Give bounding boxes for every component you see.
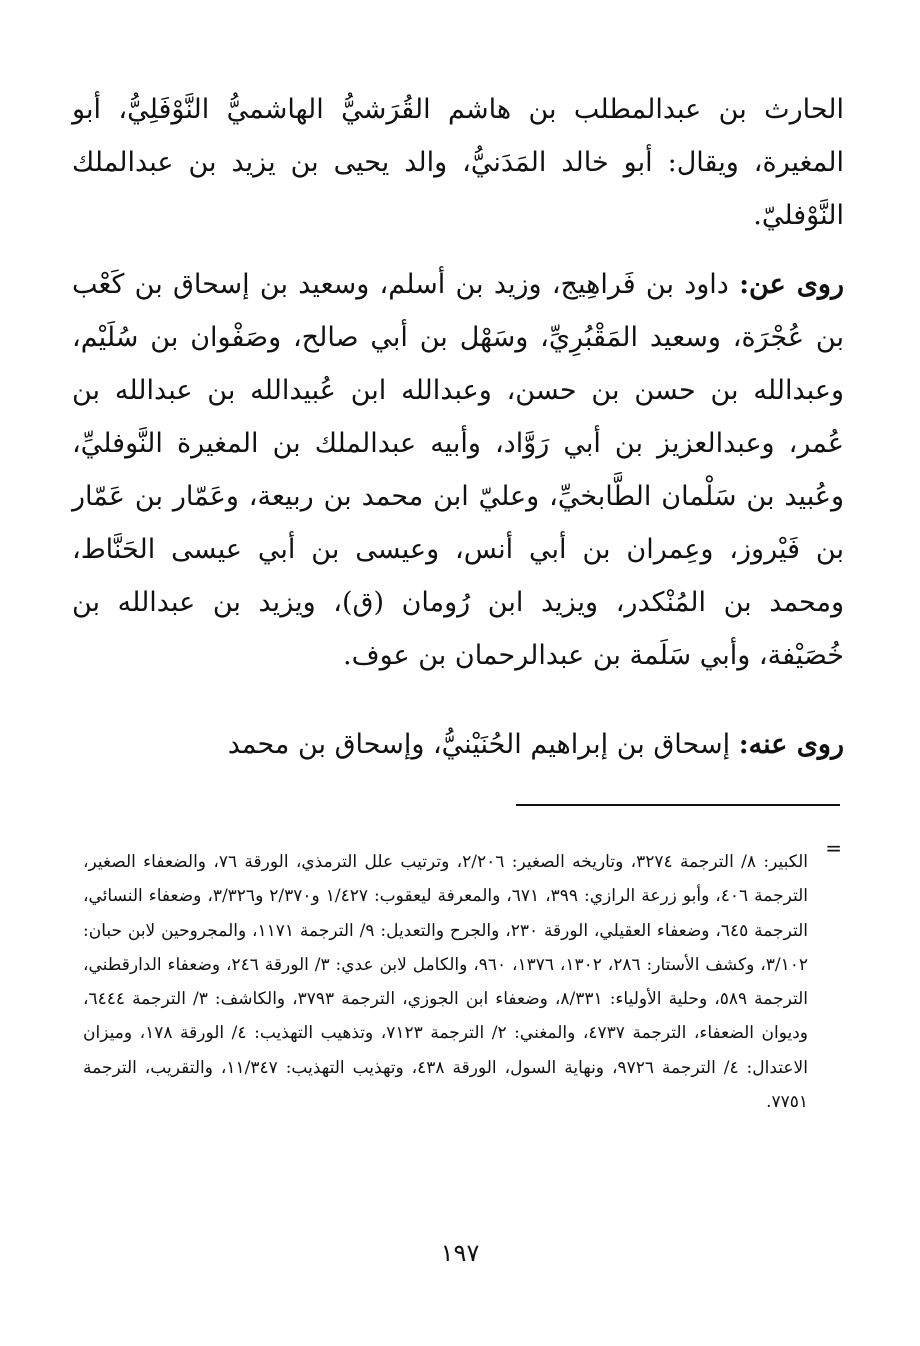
narrated-from-text: داود بن فَراهِيج، وزيد بن أسلم، وسعيد بن إسحاق بن كَعْب بن عُجْرَة، وسعيد المَقْبُرِيِّ، وسَهْل بن أبي صالح، وصَفْوان بن سُلَيْم، وعبدالله بن حسن بن حسن، وعبدالله ابن عُبيدالله بن عبدالله بن عُمر، وعبدالعزيز بن أبي رَوَّاد، وأبيه عبدالملك بن المغيرة النَّوفليِّ، وعُبيد بن سَلْمان الطَّابخيِّ، وعليّ ابن محمد بن ربيعة، وعَمّار بن عَمّار بن فَيْروز، وعِمران بن أبي أنس، وعيسى بن أبي عيسى الحَنَّاط، ومحمد بن المُنْكدر، ويزيد ابن رُومان (ق)، ويزيد بن عبدالله بن خُصَيْفة، وأبي سَلَمة بن عبدالرحمان بن عوف. bbox=[72, 269, 844, 671]
narrated-by-text: إسحاق بن إبراهيم الحُنَيْنيُّ، وإسحاق بن محمد bbox=[227, 729, 731, 760]
narrated-by-paragraph bbox=[72, 718, 844, 771]
footnote-continuation-marker: = bbox=[825, 836, 842, 860]
biography-paragraph bbox=[72, 83, 844, 242]
narrated-from-paragraph bbox=[72, 258, 844, 682]
page-number: ١٩٧ bbox=[440, 1239, 480, 1267]
footnote-text: الكبير: ٨/ الترجمة ٣٢٧٤، وتاريخه الصغير: ٢/٢٠٦، وترتيب علل الترمذي، الورقة ٧٦، والضعفاء الصغير، الترجمة ٤٠٦، وأبو زرعة الرازي: ٣٩٩، ٦٧١، والمعرفة ليعقوب: ١/٤٢٧ و٢/٣٧٠ و٣/٣٢٦، وضعفاء النسائي، الترجمة ٦٤٥، وضعفاء العقيلي، الورقة ٢٣٠، والجرح والتعديل: ٩/ الترجمة ١١٧١، والمجروحين لابن حبان: ٣/١٠٢، وكشف الأستار: ٢٨٦، ١٣٠٢، ١٣٧٦، ٩٦٠، والكامل لابن عدي: ٣/ الورقة ٢٤٦، وضعفاء الدارقطني، الترجمة ٥٨٩، وحلية الأولياء: ٨/٣٣١، وضعفاء ابن الجوزي، الترجمة ٣٧٩٣، والكاشف: ٣/ الترجمة ٦٤٤٤، وديوان الضعفاء، الترجمة ٤٧٣٧، والمغني: ٢/ الترجمة ٧١٢٣، وتذهيب التهذيب: ٤/ الورقة ١٧٨، وميزان الاعتدال: ٤/ الترجمة ٩٧٢٦، ونهاية السول، الورقة ٤٣٨، وتهذيب التهذيب: ١١/٣٤٧، والتقريب، الترجمة ٧٧٥١. bbox=[83, 852, 809, 1113]
narrated-by-heading: روى عنه: bbox=[738, 729, 844, 760]
narrated-from-heading: روى عن: bbox=[739, 269, 844, 300]
biography-text: الحارث بن عبدالمطلب بن هاشم القُرَشيُّ الهاشميُّ النَّوْفَلِيُّ، أبو المغيرة، ويقال: أبو خالد المَدَنيُّ، والد يحيى بن يزيد بن عبدالملك النَّوْفليّ. bbox=[72, 94, 844, 231]
footnote-separator bbox=[516, 804, 840, 806]
